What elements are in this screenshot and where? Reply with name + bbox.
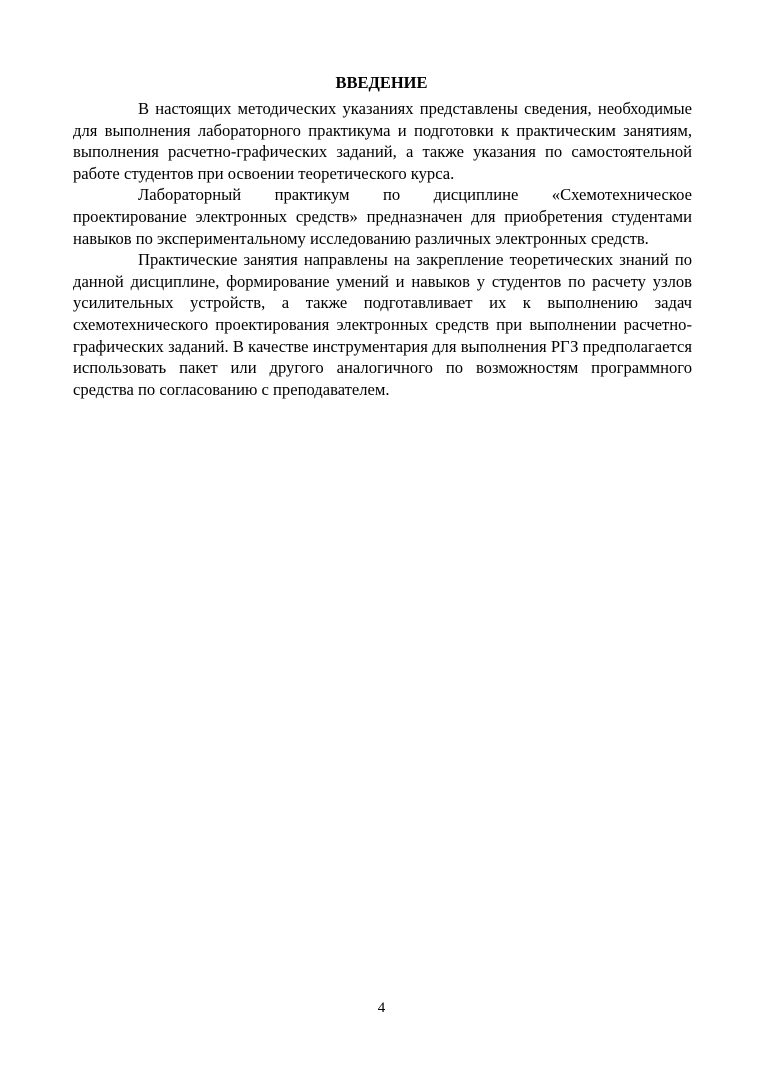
practical-classes-paragraph: Практические занятия направлены на закрепление теоретических знаний по данной дисциплине, формирование умений и навыков у студентов по расчету узлов усилительных устройств, а также подготавливает их к выполнению задач схемотехнического проектирования электронных средств при выполнении расчетно-графических заданий. В качестве инструментария для выполнения РГЗ предполагается использовать пакет или другого аналогичного по возможностям программного средства по согласованию с преподавателем. bbox=[73, 250, 692, 399]
lab-practicum-paragraph: Лабораторный практикум по дисциплине «Схемотехническое проектирование электронных средств» предназначен для приобретения студентами навыков по экспериментальному исследованию различных электронных средств. bbox=[73, 185, 692, 248]
section-body bbox=[73, 98, 692, 400]
section-title: ВВЕДЕНИЕ bbox=[335, 73, 428, 92]
intro-paragraph: В настоящих методических указаниях представлены сведения, необходимые для выполнения лабораторного практикума и подготовки к практическим занятиям, выполнения расчетно-графических заданий, а также указания по самостоятельной работе студентов при освоении теоретического курса. bbox=[73, 99, 692, 183]
page-number: 4 bbox=[377, 1000, 386, 1016]
